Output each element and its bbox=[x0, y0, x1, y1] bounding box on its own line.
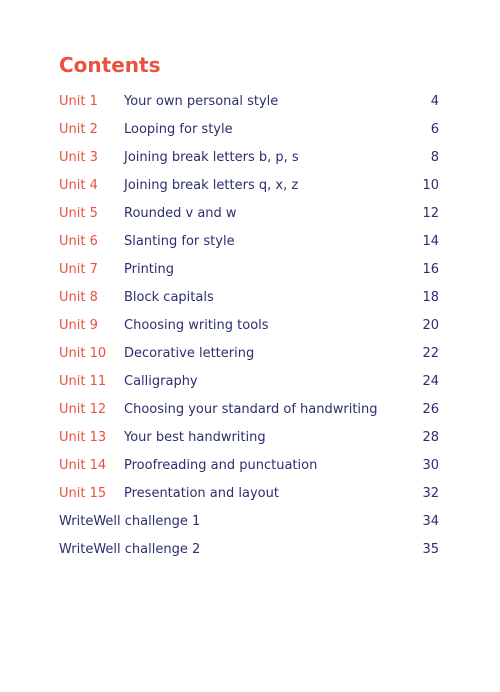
page-number: 10 bbox=[422, 178, 439, 193]
unit-number: Unit 6 bbox=[59, 234, 98, 249]
unit-title: Slanting for style bbox=[124, 234, 235, 249]
page-number: 34 bbox=[422, 514, 439, 529]
page-number: 32 bbox=[422, 486, 439, 501]
unit-title: Your own personal style bbox=[124, 94, 279, 109]
unit-title: Joining break letters q, x, z bbox=[124, 178, 299, 193]
page-number: 18 bbox=[422, 290, 439, 305]
page-number: 30 bbox=[422, 458, 439, 473]
unit-title: Printing bbox=[124, 262, 175, 277]
contents-row-unit-11 bbox=[59, 368, 439, 396]
contents-row-challenge-1 bbox=[59, 508, 439, 536]
unit-title: Your best handwriting bbox=[124, 430, 266, 445]
contents-row-unit-8 bbox=[59, 284, 439, 312]
contents-row-challenge-2 bbox=[59, 536, 439, 564]
page-number: 28 bbox=[422, 430, 439, 445]
unit-number: Unit 1 bbox=[59, 94, 98, 109]
page-number: 20 bbox=[422, 318, 439, 333]
contents-row-unit-12 bbox=[59, 396, 439, 424]
unit-number: Unit 12 bbox=[59, 402, 107, 417]
contents-row-unit-5 bbox=[59, 200, 439, 228]
page-number: 22 bbox=[422, 346, 439, 361]
unit-title: Presentation and layout bbox=[124, 486, 279, 501]
unit-title: Decorative lettering bbox=[124, 346, 255, 361]
challenge-title: WriteWell challenge 2 bbox=[59, 542, 201, 557]
unit-number: Unit 13 bbox=[59, 430, 107, 445]
contents-list bbox=[59, 88, 439, 564]
contents-row-unit-14 bbox=[59, 452, 439, 480]
page-number: 35 bbox=[422, 542, 439, 557]
page-number: 16 bbox=[422, 262, 439, 277]
contents-row-unit-15 bbox=[59, 480, 439, 508]
unit-number: Unit 5 bbox=[59, 206, 98, 221]
unit-title: Proofreading and punctuation bbox=[124, 458, 318, 473]
page-number: 14 bbox=[422, 234, 439, 249]
unit-number: Unit 9 bbox=[59, 318, 98, 333]
unit-title: Choosing your standard of handwriting bbox=[124, 402, 378, 417]
unit-number: Unit 14 bbox=[59, 458, 107, 473]
contents-row-unit-10 bbox=[59, 340, 439, 368]
challenge-title: WriteWell challenge 1 bbox=[59, 514, 201, 529]
contents-row-unit-7 bbox=[59, 256, 439, 284]
contents-row-unit-9 bbox=[59, 312, 439, 340]
unit-number: Unit 3 bbox=[59, 150, 98, 165]
unit-title: Joining break letters b, p, s bbox=[124, 150, 299, 165]
unit-title: Calligraphy bbox=[124, 374, 198, 389]
contents-row-unit-2 bbox=[59, 116, 439, 144]
unit-title: Rounded v and w bbox=[124, 206, 237, 221]
unit-number: Unit 10 bbox=[59, 346, 107, 361]
contents-row-unit-6 bbox=[59, 228, 439, 256]
page-title: Contents bbox=[59, 53, 161, 77]
page-number: 12 bbox=[422, 206, 439, 221]
contents-row-unit-1 bbox=[59, 88, 439, 116]
unit-title: Looping for style bbox=[124, 122, 233, 137]
contents-row-unit-13 bbox=[59, 424, 439, 452]
unit-title: Choosing writing tools bbox=[124, 318, 269, 333]
unit-number: Unit 15 bbox=[59, 486, 107, 501]
unit-number: Unit 7 bbox=[59, 262, 98, 277]
unit-number: Unit 8 bbox=[59, 290, 98, 305]
unit-number: Unit 4 bbox=[59, 178, 98, 193]
page-number: 8 bbox=[430, 150, 439, 165]
page-number: 26 bbox=[422, 402, 439, 417]
unit-title: Block capitals bbox=[124, 290, 214, 305]
page-number: 24 bbox=[422, 374, 439, 389]
contents-row-unit-3 bbox=[59, 144, 439, 172]
unit-number: Unit 2 bbox=[59, 122, 98, 137]
unit-number: Unit 11 bbox=[59, 374, 107, 389]
page-number: 6 bbox=[430, 122, 439, 137]
page-number: 4 bbox=[430, 94, 439, 109]
contents-row-unit-4 bbox=[59, 172, 439, 200]
